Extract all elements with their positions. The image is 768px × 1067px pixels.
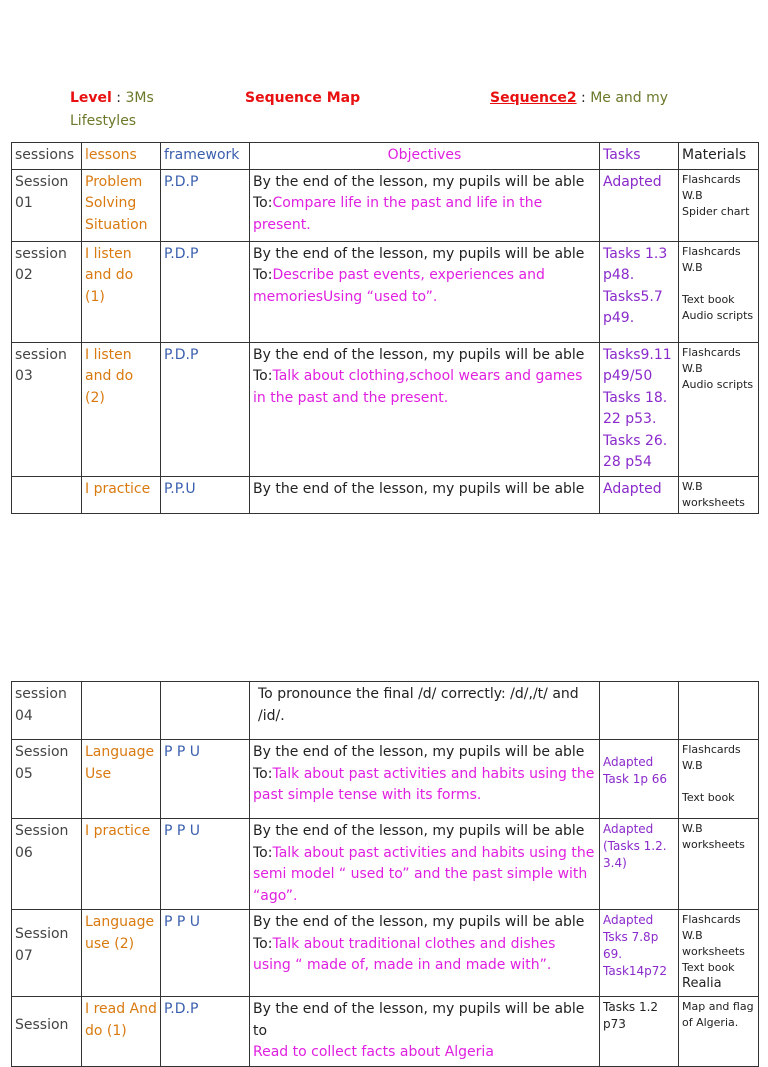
- sequence-label: Sequence2: [490, 90, 577, 106]
- framework-cell: P P U: [161, 819, 250, 910]
- objective-lead: By the end of the lesson, my pupils will be able: [253, 823, 585, 839]
- lesson-cell: I practice: [82, 819, 161, 910]
- objective-detail: Describe past events, experiences and memoriesUsing “used to”.: [253, 267, 545, 305]
- material-item: Text book: [682, 292, 735, 306]
- session-cell: Session 05: [12, 740, 82, 819]
- material-item: Flashcards: [682, 345, 741, 359]
- material-item: worksheets: [682, 838, 745, 851]
- material-item: worksheets: [682, 495, 745, 509]
- material-item: Flashcards: [682, 172, 741, 186]
- objective-detail: Talk about past activities and habits using the semi model “ used to” and the past simple with “ago”.: [253, 844, 595, 904]
- objective-lead: By the end of the lesson, my pupils will be able to: [253, 1001, 585, 1039]
- material-item: W.B: [682, 822, 703, 835]
- objective-to: To:: [253, 195, 273, 211]
- lesson-cell: Language use (2): [82, 910, 161, 997]
- material-item: Flashcards: [682, 743, 741, 756]
- session-cell: Session 06: [12, 819, 82, 910]
- framework-cell: [161, 682, 250, 740]
- materials-cell: [679, 997, 759, 1067]
- material-item: Spider chart: [682, 204, 750, 218]
- material-item: Audio scripts: [682, 308, 754, 322]
- objective-to: To:: [253, 368, 273, 384]
- lesson-cell: Language Use: [82, 740, 161, 819]
- session-cell: Session 07: [12, 910, 82, 997]
- session-cell: session 03: [12, 342, 82, 476]
- material-item: Text book: [682, 791, 735, 804]
- tasks-cell: Adapted (Tasks 1.2. 3.4): [600, 819, 679, 910]
- framework-cell: P.D.P: [161, 997, 250, 1067]
- material-item: W.B: [682, 479, 703, 493]
- table-row: [12, 910, 759, 997]
- col-header-framework: framework: [161, 143, 250, 170]
- material-item: Audio scripts: [682, 377, 754, 391]
- materials-cell: [679, 476, 759, 513]
- objective-to: To:: [253, 267, 273, 283]
- lesson-cell: Problem Solving Situation: [82, 169, 161, 241]
- lesson-cell: I read And do (1): [82, 997, 161, 1067]
- sequence-header: Sequence2 : Me and my: [490, 90, 669, 106]
- framework-cell: P P U: [161, 910, 250, 997]
- objective-detail: Talk about past activities and habits using the past simple tense with its forms.: [253, 765, 595, 803]
- objective-to: To:: [253, 935, 273, 952]
- objective-cell: [250, 241, 600, 342]
- framework-cell: P P U: [161, 740, 250, 819]
- material-item: of Algeria.: [682, 1016, 739, 1029]
- materials-cell: [679, 682, 759, 740]
- table-row: [12, 997, 759, 1067]
- tasks-cell: Adapted: [600, 169, 679, 241]
- material-item: Flashcards: [682, 913, 741, 926]
- objective-lead: By the end of the lesson, my pupils will be able: [253, 480, 585, 497]
- session-cell: session 02: [12, 241, 82, 342]
- material-item: Flashcards: [682, 244, 741, 258]
- objective-detail: Talk about clothing,school wears and games in the past and the present.: [253, 368, 583, 406]
- table-row: [12, 342, 759, 476]
- tasks-cell: Tasks9.11 p49/50 Tasks 18. 22 p53. Tasks 26. 28 p54: [600, 342, 679, 476]
- material-item: Realia: [682, 976, 722, 991]
- materials-cell: [679, 819, 759, 910]
- material-item: Map and flag: [682, 1000, 754, 1013]
- lesson-cell: I listen and do (1): [82, 241, 161, 342]
- tasks-cell: Adapted Tsks 7.8p 69. Task14p72: [600, 910, 679, 997]
- material-item: W.B: [682, 188, 703, 202]
- material-item: worksheets: [682, 945, 745, 958]
- material-item: W.B: [682, 260, 703, 274]
- table-row: [12, 819, 759, 910]
- table-row: [12, 241, 759, 342]
- tasks-cell: [600, 682, 679, 740]
- material-item: W.B: [682, 759, 703, 772]
- objective-to: To:: [253, 765, 273, 782]
- table-row: [12, 740, 759, 819]
- objective-lead: To pronounce the final /d/ correctly: /d/,/t/ and /id/.: [258, 686, 579, 724]
- session-cell: Session: [12, 997, 82, 1067]
- framework-cell: P.P.U: [161, 476, 250, 513]
- objective-cell: [250, 476, 600, 513]
- objective-lead: By the end of the lesson, my pupils will be able: [253, 173, 585, 190]
- framework-cell: P.D.P: [161, 342, 250, 476]
- materials-cell: [679, 910, 759, 997]
- objective-cell: [250, 819, 600, 910]
- session-cell: session 04: [12, 682, 82, 740]
- session-cell: Session 01: [12, 169, 82, 241]
- tasks-cell: Tasks 1.2 p73: [600, 997, 679, 1067]
- objective-cell: [250, 169, 600, 241]
- lesson-cell: I practice: [82, 476, 161, 513]
- session-cell: [12, 476, 82, 513]
- materials-cell: [679, 740, 759, 819]
- col-header-lessons: lessons: [82, 143, 161, 170]
- col-header-sessions: sessions: [12, 143, 82, 170]
- level-value: 3Ms: [125, 90, 154, 106]
- tasks-cell: Tasks 1.3 p48. Tasks5.7 p49.: [600, 241, 679, 342]
- materials-cell: [679, 342, 759, 476]
- framework-cell: P.D.P: [161, 169, 250, 241]
- col-header-tasks: Tasks: [600, 143, 679, 170]
- objective-cell: [250, 997, 600, 1067]
- material-item: W.B: [682, 929, 703, 942]
- table-row: [12, 682, 759, 740]
- objective-cell: [250, 342, 600, 476]
- objective-lead: By the end of the lesson, my pupils will be able: [253, 914, 585, 930]
- materials-cell: [679, 169, 759, 241]
- sequence-table-1: [11, 142, 759, 514]
- objective-cell: [250, 682, 600, 740]
- objective-detail: Compare life in the past and life in the present.: [253, 195, 543, 233]
- objective-cell: [250, 910, 600, 997]
- table-row: [12, 169, 759, 241]
- page-title: Sequence Map: [245, 90, 361, 106]
- objective-cell: [250, 740, 600, 819]
- level-header: Level : 3Ms: [70, 90, 154, 106]
- tasks-cell: Adapted: [600, 476, 679, 513]
- table-row: [12, 476, 759, 513]
- lesson-cell: I listen and do (2): [82, 342, 161, 476]
- sequence-value-cont: Lifestyles: [70, 113, 137, 129]
- col-header-materials: Materials: [679, 143, 759, 170]
- material-item: Text book: [682, 961, 735, 974]
- objective-lead: By the end of the lesson, my pupils will be able: [253, 346, 585, 363]
- col-header-objectives: Objectives: [250, 143, 600, 170]
- tasks-cell: Adapted Task 1p 66: [600, 740, 679, 819]
- material-item: W.B: [682, 361, 703, 375]
- table-header-row: [12, 143, 759, 170]
- objective-lead: By the end of the lesson, my pupils will be able: [253, 744, 585, 760]
- objective-detail: Read to collect facts about Algeria: [253, 1044, 494, 1060]
- materials-cell: [679, 241, 759, 342]
- objective-lead: By the end of the lesson, my pupils will be able: [253, 245, 585, 262]
- level-label: Level: [70, 90, 112, 106]
- objective-to: To:: [253, 844, 273, 861]
- framework-cell: P.D.P: [161, 241, 250, 342]
- objective-detail: Talk about traditional clothes and dishes using “ made of, made in and made with”.: [253, 935, 556, 973]
- sequence-value: Me and my: [590, 90, 669, 106]
- lesson-cell: [82, 682, 161, 740]
- sequence-table-2: [11, 681, 759, 1067]
